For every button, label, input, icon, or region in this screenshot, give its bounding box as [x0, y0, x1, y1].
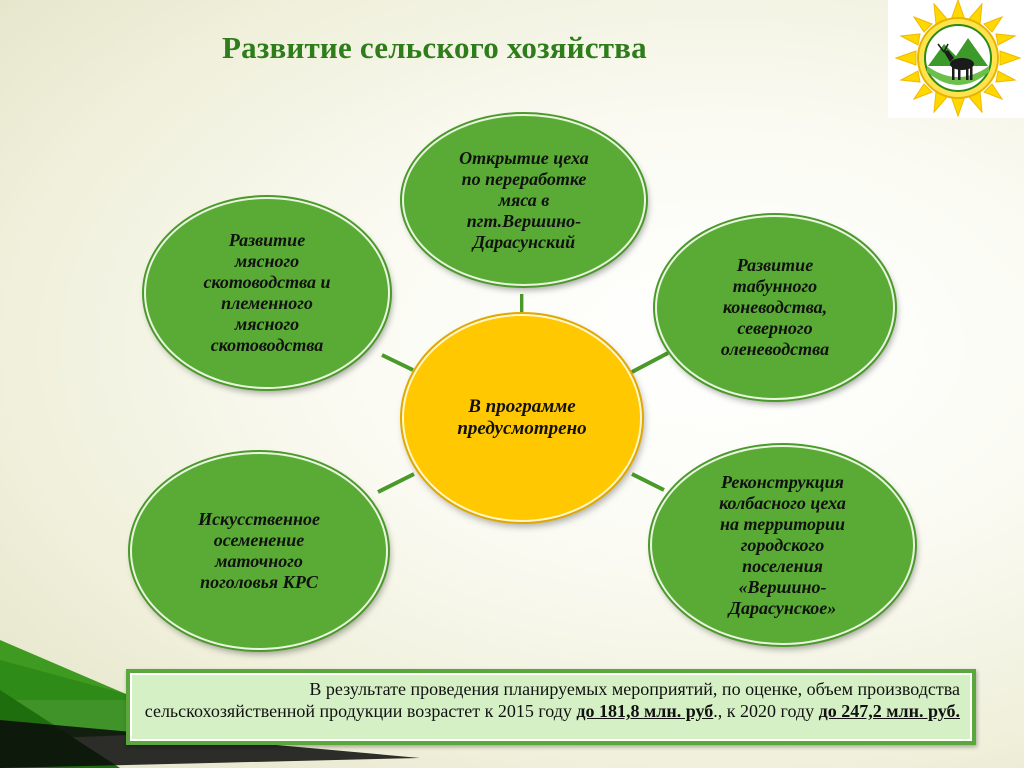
summary-value-2015: до 181,8 млн. руб: [576, 701, 714, 721]
node-meat-processing-plant: [402, 114, 646, 286]
node-horse-reindeer-breeding-label: Развитие табунного коневодства, северного оленеводства: [720, 255, 830, 359]
node-beef-cattle-breeding-label: Развитие мясного скотоводства и племенного мясного скотоводства: [203, 230, 331, 355]
node-sausage-plant-reconstruction: [650, 445, 915, 645]
node-artificial-insemination-label: Искусственное осеменение маточного поголовья КРС: [198, 509, 320, 592]
summary-text-1: В результате проведения планируемых мероприятий, по оценке, объем производства сельскохозяйственной продукции возрастет к 2015 году: [144, 679, 960, 721]
node-sausage-plant-reconstruction-label: Реконструкция колбасного цеха на территории городского поселения «Вершино- Дарасунское»: [719, 471, 846, 618]
summary-box: [126, 669, 976, 745]
summary-text-2: ., к 2020 году: [713, 701, 819, 721]
center-node-label: В программе предусмотрено: [457, 396, 587, 439]
center-node: [402, 314, 642, 522]
node-horse-reindeer-breeding: [655, 215, 895, 400]
summary-value-2020: до 247,2 млн. руб.: [818, 701, 960, 721]
page-title: Развитие сельского хозяйства: [222, 30, 647, 65]
node-meat-processing-plant-label: Открытие цеха по переработке мяса в пгт.Вершино- Дарасунский: [459, 147, 589, 252]
node-beef-cattle-breeding: [144, 197, 390, 389]
node-artificial-insemination: [130, 452, 388, 650]
